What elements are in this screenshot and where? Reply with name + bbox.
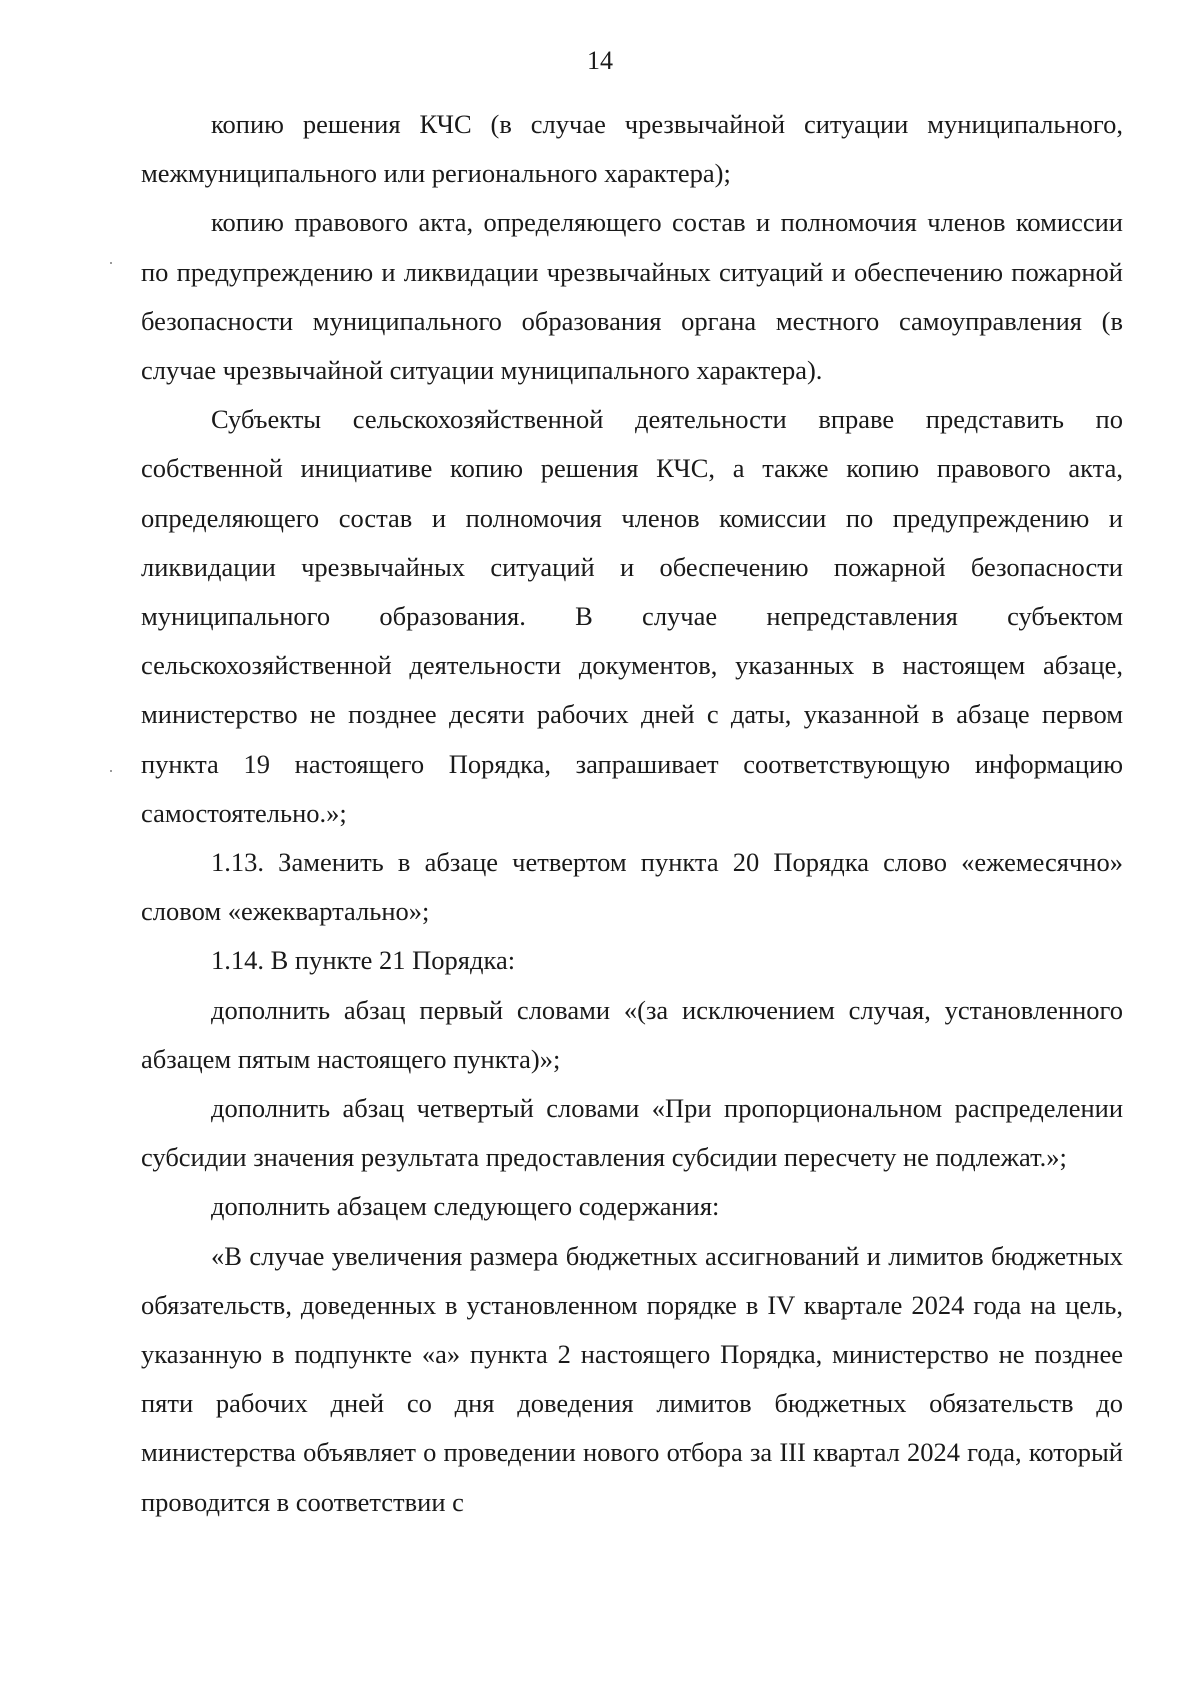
paragraph-item-1-14: 1.14. В пункте 21 Порядка:: [211, 945, 516, 976]
paragraph-item-1-13: 1.13. Заменить в абзаце четвертом пункта 20 Порядка слово «ежемесячно» словом «ежеквартально»;: [141, 847, 1123, 927]
scan-speck: [110, 262, 112, 264]
paragraph-kchs-decision-copy: копию решения КЧС (в случае чрезвычайной ситуации муниципального, межмуниципального или регионального характера);: [141, 109, 1123, 189]
paragraph-budget-increase: «В случае увеличения размера бюджетных ассигнований и лимитов бюджетных обязательств, доведенных в установленном порядке в IV квартале 2024 года на цель, указанную в подпункте «а» пункта 2 настоящего Порядка, министерство не позднее пяти рабочих дней со дня доведения лимитов бюджетных обязательств до министерства объявляет о проведении нового отбора за III квартал 2024 года, который проводится в соответствии с: [141, 1240, 1123, 1517]
paragraph-supplement-fourth: дополнить абзац четвертый словами «При пропорциональном распределении субсидии значения результата предоставления субсидии пересчету не подлежат.»;: [141, 1093, 1123, 1173]
paragraph-legal-act-copy: копию правового акта, определяющего состав и полномочия членов комиссии по предупреждению и ликвидации чрезвычайных ситуаций и обеспечению пожарной безопасности муниципального образования органа местного самоуправления (в случае чрезвычайной ситуации муниципального характера).: [141, 207, 1123, 386]
paragraph-supplement-new: дополнить абзацем следующего содержания:: [211, 1191, 720, 1222]
document-body: [141, 100, 1123, 1527]
page-number: 14: [587, 46, 613, 75]
scan-speck: [110, 770, 112, 772]
paragraph-agricultural-subjects: Субъекты сельскохозяйственной деятельности вправе представить по собственной инициативе копию решения КЧС, а также копию правового акта, определяющего состав и полномочия членов комиссии по предупреждению и ликвидации чрезвычайных ситуаций и обеспечению пожарной безопасности муниципального образования. В случае непредставления субъектом сельскохозяйственной деятельности документов, указанных в настоящем абзаце, министерство не позднее десяти рабочих дней с даты, указанной в абзаце первом пункта 19 настоящего Порядка, запрашивает соответствующую информацию самостоятельно.»;: [141, 404, 1123, 828]
paragraph-supplement-first: дополнить абзац первый словами «(за исключением случая, установленного абзацем пятым настоящего пункта)»;: [141, 994, 1123, 1074]
